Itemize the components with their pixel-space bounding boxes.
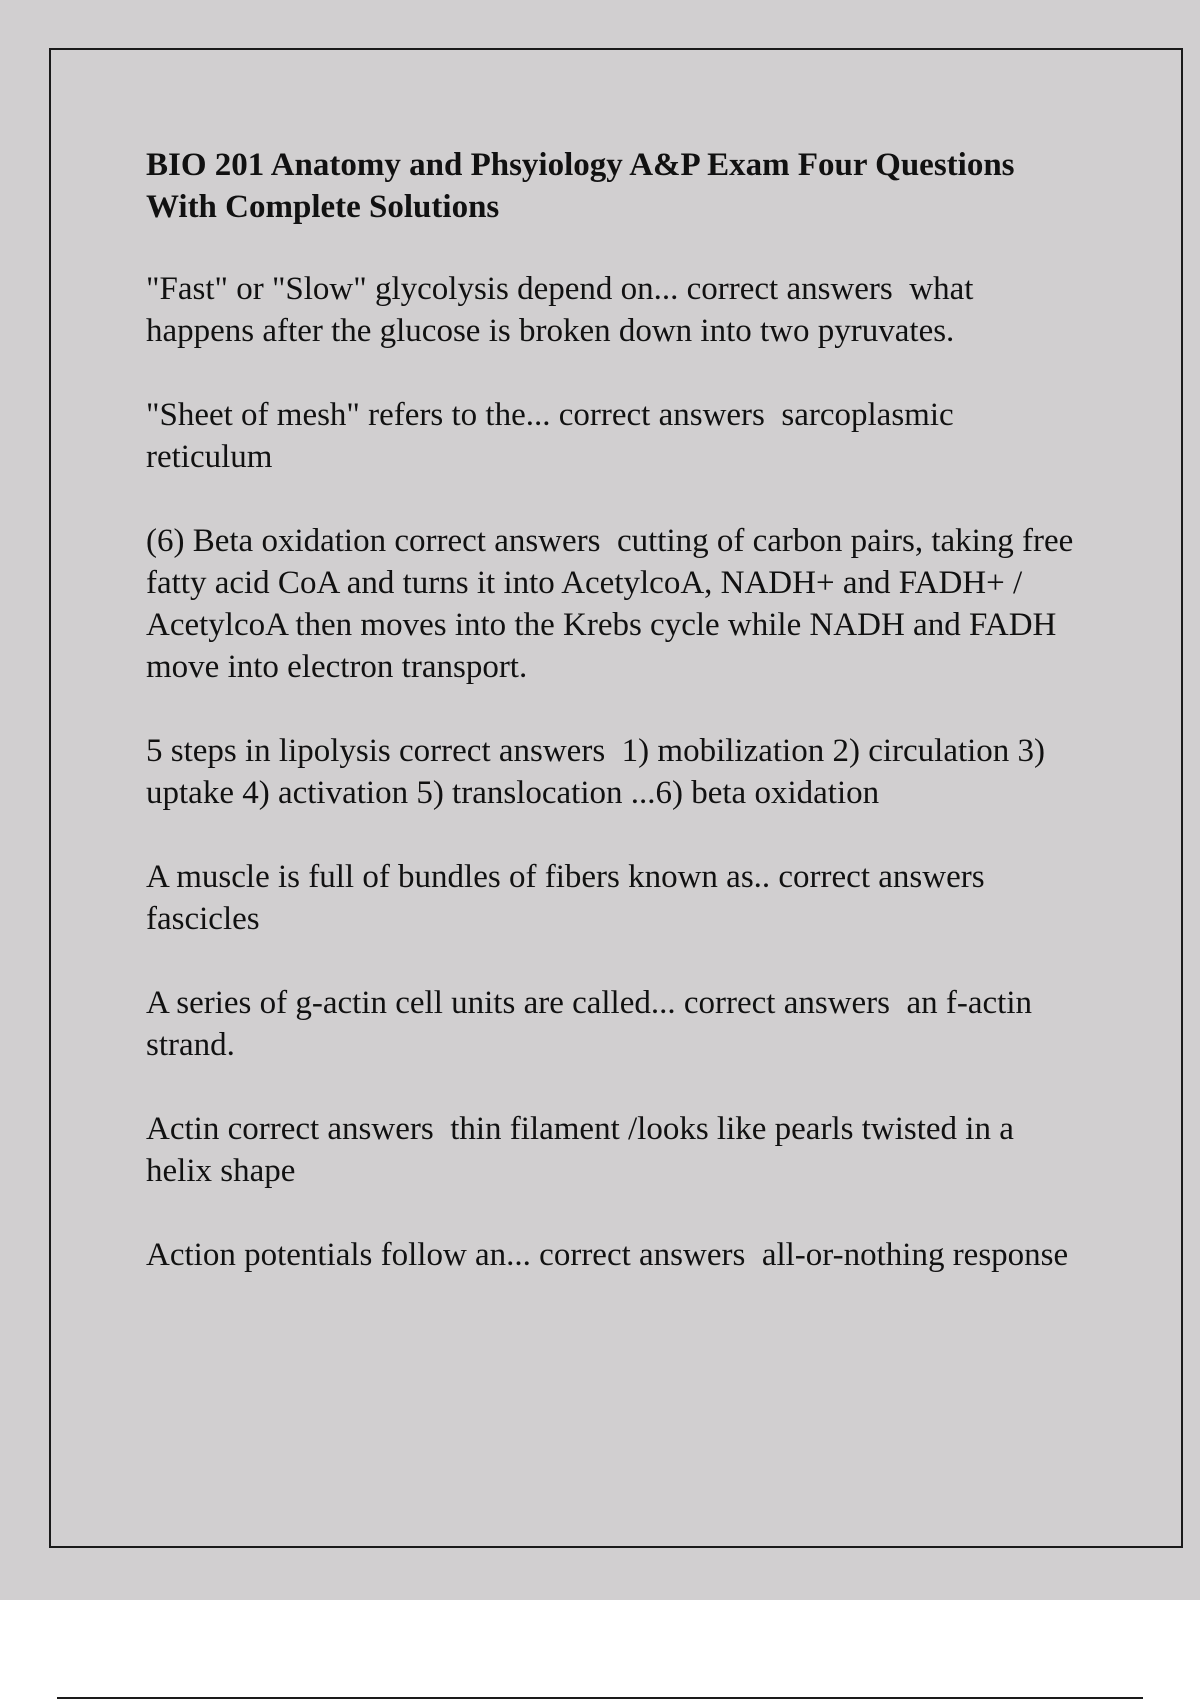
- qa-entry: A series of g-actin cell units are called... correct answers an f-actin strand.: [146, 985, 1041, 1063]
- qa-entry: Action potentials follow an... correct answers all-or-nothing response: [146, 1237, 1069, 1273]
- document-body: [146, 144, 1086, 1318]
- qa-entry: "Fast" or "Slow" glycolysis depend on... correct answers what happens after the glucose is broken down into two pyruvates.: [146, 271, 982, 349]
- qa-entry: A muscle is full of bundles of fibers known as.. correct answers fascicles: [146, 859, 1002, 937]
- qa-entry: (6) Beta oxidation correct answers cutting of carbon pairs, taking free fatty acid CoA and turns it into AcetylcoA, NADH+ and FADH+ / AcetylcoA then moves into the Krebs cycle while NADH and FADH move into electron transport.: [146, 523, 1082, 685]
- qa-entry: Actin correct answers thin filament /looks like pearls twisted in a helix shape: [146, 1111, 1023, 1189]
- footer-divider: [57, 1697, 1143, 1699]
- qa-entry: "Sheet of mesh" refers to the... correct answers sarcoplasmic reticulum: [146, 397, 962, 475]
- document-title: BIO 201 Anatomy and Phsyiology A&P Exam Four Questions With Complete Solutions: [146, 147, 1015, 225]
- qa-entry: 5 steps in lipolysis correct answers 1) mobilization 2) circulation 3) uptake 4) activation 5) translocation ...6) beta oxidation: [146, 733, 1054, 811]
